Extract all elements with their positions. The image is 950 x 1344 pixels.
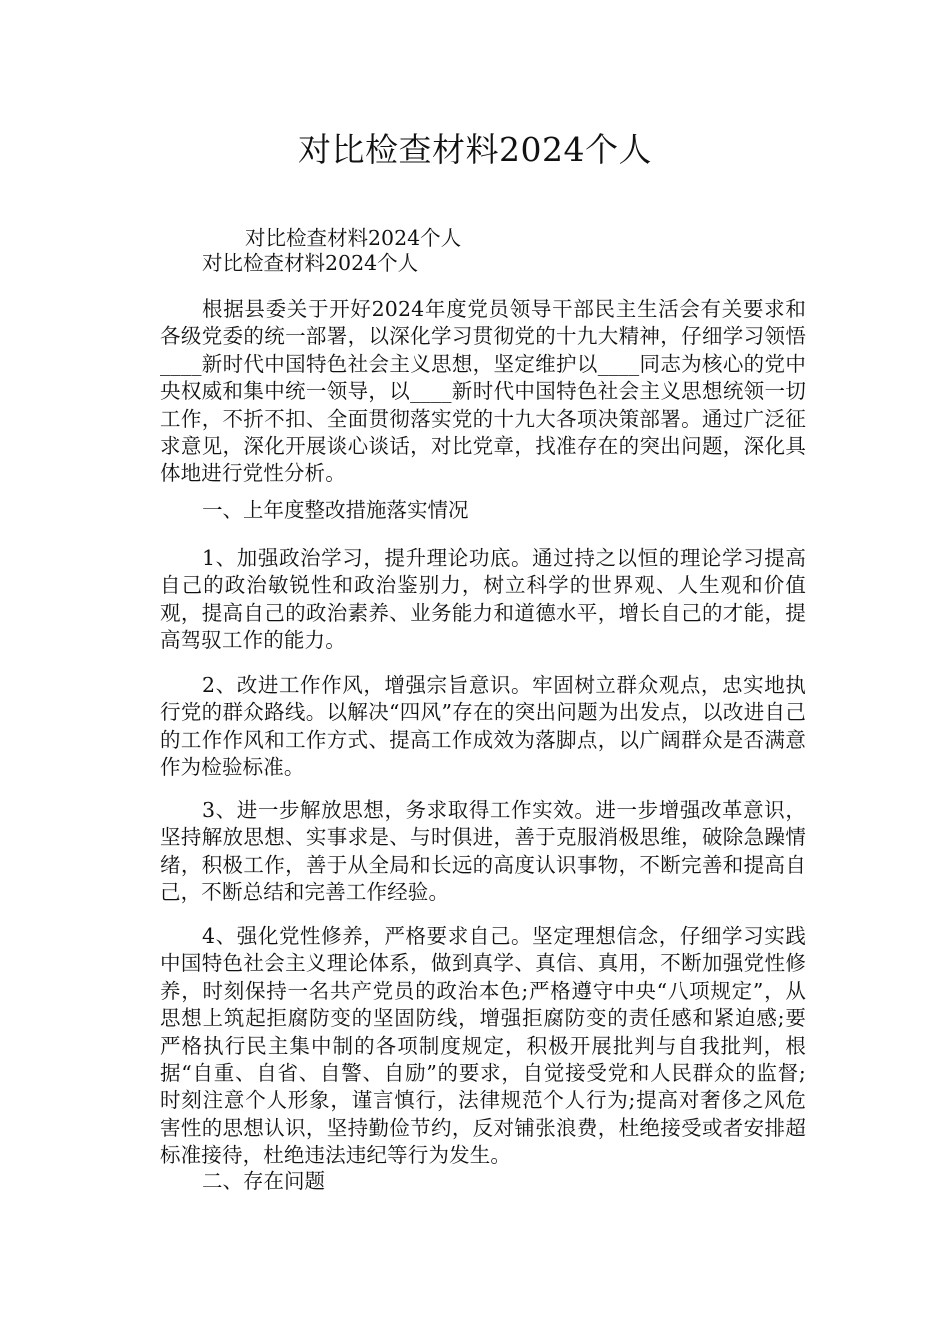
intro-paragraph: 根据县委关于开好2024年度党员领导干部民主生活会有关要求和各级党委的统一部署，以深化学习贯彻党的十九大精神，仔细学习领悟____新时代中国特色社会主义思想，坚定维护以____同志为核心的党中央权威和集中统一领导，以____新时代中国特色社会主义思想统领一切工作，不折不扣、全面贯彻落实党的十九大各项决策部署。通过广泛征求意见，深化开展谈心谈话，对比党章，找准存在的突出问题，深化具体地进行党性分析。 xyxy=(160,297,806,486)
section-2-heading: 二、存在问题 xyxy=(202,1169,325,1193)
item-4-paragraph: 4、强化党性修养，严格要求自己。坚定理想信念，仔细学习实践中国特色社会主义理论体系，做到真学、真信、真用，不断加强党性修养，时刻保持一名共产党员的政治本色;严格遵守中央“八项规定”，从思想上筑起拒腐防变的坚固防线，增强拒腐防变的责任感和紧迫感;要严格执行民主集中制的各项制度规定，积极开展批判与自我批判，根据“自重、自省、自警、自励”的要求，自觉接受党和人民群众的监督;时刻注意个人形象，谨言慎行，法律规范个人行为;提高对奢侈之风危害性的思想认识，坚持勤俭节约，反对铺张浪费，杜绝接受或者安排超标准接待，杜绝违法违纪等行为发生。 xyxy=(160,924,806,1168)
document-subtitle-2: 对比检查材料2024个人 xyxy=(202,251,419,275)
item-2-paragraph: 2、改进工作作风，增强宗旨意识。牢固树立群众观点，忠实地执行党的群众路线。以解决“四风”存在的突出问题为出发点，以改进自己的工作作风和工作方式、提高工作成效为落脚点，以广阔群众是否满意作为检验标准。 xyxy=(160,673,806,780)
document-subtitle-1: 对比检查材料2024个人 xyxy=(245,226,462,250)
item-3-paragraph: 3、进一步解放思想，务求取得工作实效。进一步增强改革意识，坚持解放思想、实事求是、与时俱进，善于克服消极思维，破除急躁情绪，积极工作，善于从全局和长远的高度认识事物，不断完善和提高自己，不断总结和完善工作经验。 xyxy=(160,798,806,905)
section-1-heading: 一、上年度整改措施落实情况 xyxy=(202,498,469,522)
item-1-paragraph: 1、加强政治学习，提升理论功底。通过持之以恒的理论学习提高自己的政治敏锐性和政治鉴别力，树立科学的世界观、人生观和价值观，提高自己的政治素养、业务能力和道德水平，增长自己的才能，提高驾驭工作的能力。 xyxy=(160,546,806,653)
document-title: 对比检查材料2024个人 xyxy=(298,130,652,169)
